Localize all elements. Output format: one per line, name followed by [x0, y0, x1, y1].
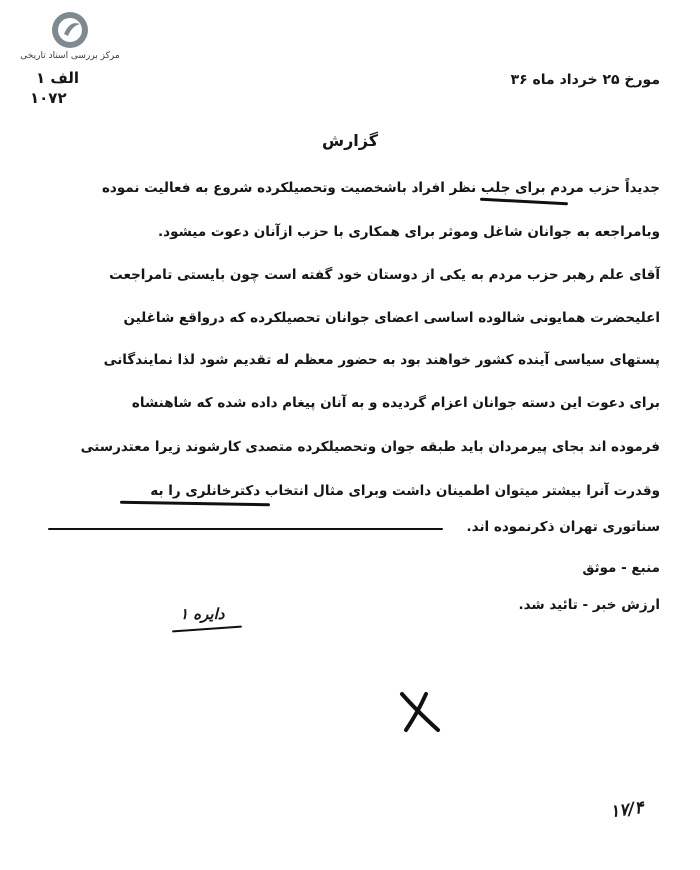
body-line: پستهای سیاسی آینده کشور خواهند بود به حضور معظم له تقدیم شود لذا نمایندگانی: [103, 352, 660, 368]
body-line: وقدرت آنرا بیشتر میتوان اطمینان داشت وبرای مثال انتخاب دکترخانلری را به: [150, 483, 660, 499]
body-line: سناتوری تهران ذکرنموده اند.: [466, 519, 660, 535]
report-date: مورخ ۲۵ خرداد ماه ۳۶: [510, 72, 660, 88]
body-line: جدیداً حزب مردم برای جلب نظر افراد باشخصیت وتحصیلکرده شروع به فعالیت نموده: [101, 180, 660, 196]
dashed-rule: [48, 528, 443, 530]
body-line: وبامراجعه به جوانان شاغل وموثر برای همکاری با حزب ازآنان دعوت میشود.: [158, 224, 660, 240]
handwritten-underline: [480, 198, 568, 206]
watermark-text: مرکز بررسی اسناد تاریخی: [20, 51, 120, 61]
cross-mark-icon: [396, 690, 444, 734]
handwritten-initials: دایره ۱: [180, 605, 225, 623]
handwritten-signature: ۱۷/۴: [608, 797, 645, 823]
reference-block: [30, 68, 90, 108]
body-line: فرموده اند بجای پیرمردان باید طبقه جوان وتحصیلکرده متصدی کارشوند زیرا معتدرستی: [80, 439, 660, 455]
source-line: منبع - موثق: [582, 560, 660, 576]
evaluation-line: ارزش خبر - تائید شد.: [518, 597, 660, 613]
body-line: آقای علم رهبر حزب مردم به یکی از دوستان خود گفته است چون بایستی تامراجعت: [109, 267, 660, 283]
reference-code: الف ۱: [36, 69, 80, 87]
archive-logo-icon: [50, 10, 90, 50]
reference-number: ۱۰۷۲: [30, 89, 67, 107]
archive-watermark: [14, 10, 126, 66]
body-line: برای دعوت این دسته جوانان اعزام گردیده و به آنان پیغام داده شده که شاهنشاه: [131, 395, 660, 411]
report-title: گزارش: [321, 131, 379, 150]
handwritten-underline: [120, 501, 270, 507]
handwritten-underline: [172, 626, 242, 633]
body-line: اعلیحضرت همایونی شالوده اساسی اعضای جوانان تحصیلکرده که درواقع شاغلین: [123, 310, 660, 326]
